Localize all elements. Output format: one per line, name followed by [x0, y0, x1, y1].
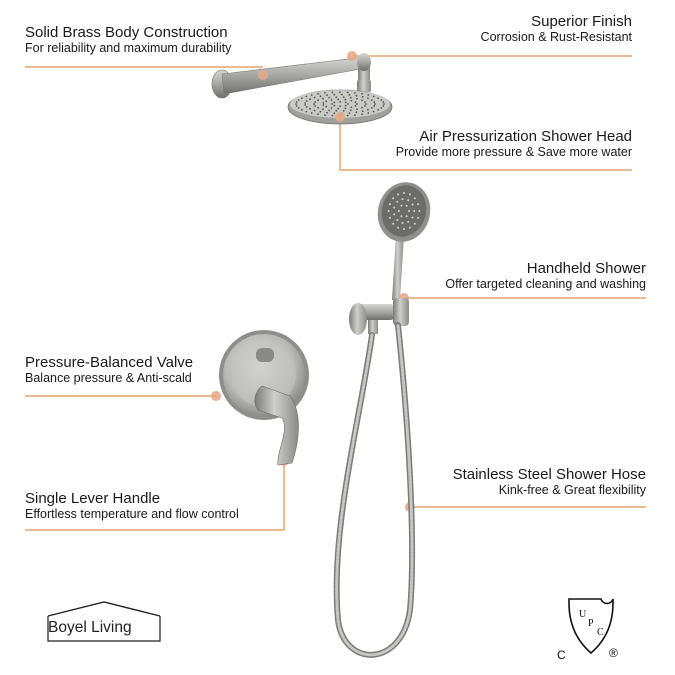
- callout-single-lever: [25, 490, 239, 522]
- callout-title: Single Lever Handle: [25, 490, 161, 507]
- upc-letter-u: U: [579, 609, 587, 620]
- callout-subtitle: Provide more pressure & Save more water: [395, 145, 632, 159]
- callout-subtitle: Kink-free & Great flexibility: [498, 483, 646, 497]
- callout-subtitle: Corrosion & Rust-Resistant: [480, 30, 632, 44]
- upc-c-mark: C: [557, 648, 566, 662]
- callout-title: Stainless Steel Shower Hose: [452, 466, 646, 483]
- upc-certification-mark: [555, 595, 625, 665]
- callout-title: Pressure-Balanced Valve: [25, 354, 194, 371]
- callout-air-pressurization: [396, 128, 632, 160]
- callout-subtitle: Effortless temperature and flow control: [25, 507, 239, 521]
- upc-letter-c: C: [597, 627, 604, 638]
- callout-superior-finish: [481, 13, 632, 45]
- callout-pressure-valve: [25, 354, 193, 386]
- handheld-shower: [371, 176, 437, 300]
- callout-subtitle: Balance pressure & Anti-scald: [25, 371, 192, 385]
- callout-title: Handheld Shower: [526, 260, 646, 277]
- callout-handheld-shower: [445, 260, 646, 292]
- callout-title: Air Pressurization Shower Head: [419, 128, 632, 145]
- valve-trim: [219, 330, 309, 465]
- callout-title: Superior Finish: [531, 13, 632, 30]
- callout-subtitle: Offer targeted cleaning and washing: [445, 277, 646, 291]
- callout-brass-body: [25, 24, 231, 56]
- upc-r-mark: ®: [609, 646, 618, 660]
- callout-stainless-hose: [453, 466, 646, 498]
- shower-hose: [337, 325, 412, 655]
- callout-subtitle: For reliability and maximum durability: [25, 41, 232, 55]
- brand-name: Boyel Living: [48, 619, 132, 636]
- callout-title: Solid Brass Body Construction: [25, 24, 228, 41]
- upc-letter-p: P: [588, 618, 594, 629]
